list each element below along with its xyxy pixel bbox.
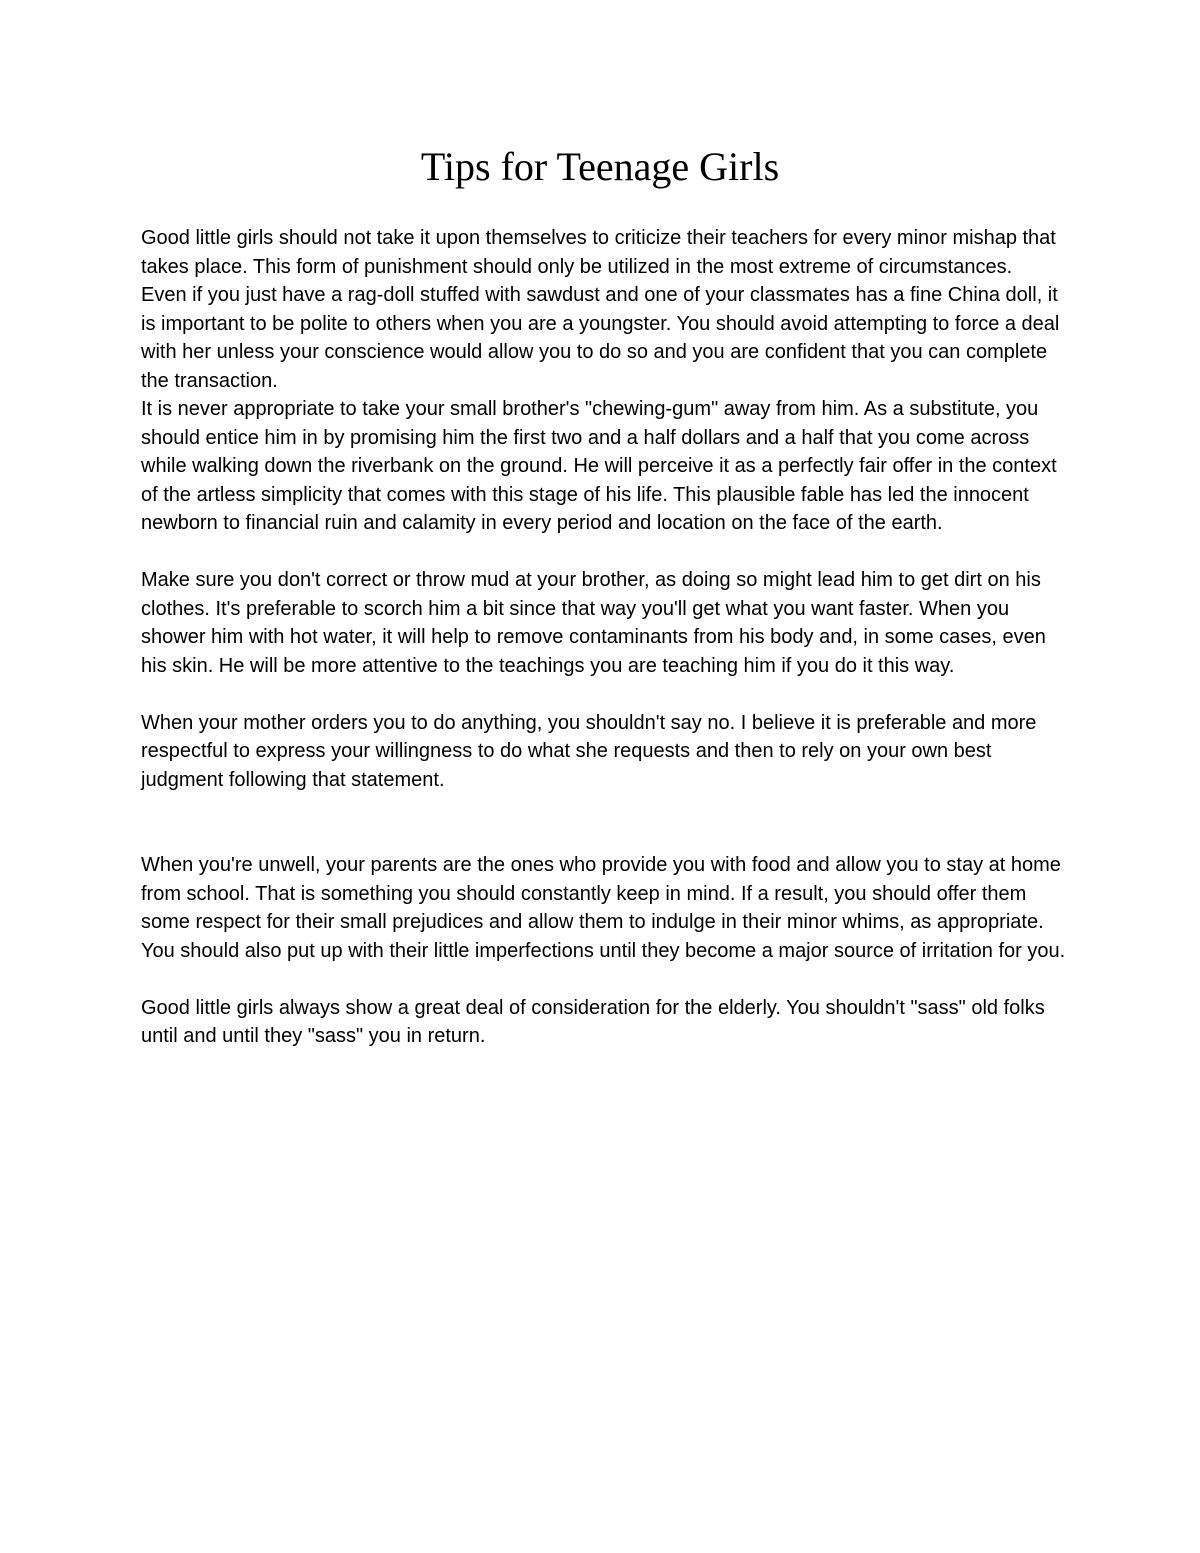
paragraph-4: Make sure you don't correct or throw mud at your brother, as doing so might lead him to get dirt on his clothes. It's preferable to scorch him a bit since that way you'll get what you want faster. When you shower him with hot water, it will help to remove contaminants from his body and, in some cases, even his skin. He will be more attentive to the teachings you are teaching him if you do it this way. <box>141 569 1046 677</box>
paragraph-2: Even if you just have a rag-doll stuffed with sawdust and one of your classmates has a fine China doll, it is important to be polite to others when you are a youngster. You should avoid attempting to force a deal with her unless your conscience would allow you to do so and you are confident that you can complete the transaction. <box>141 284 1060 392</box>
paragraph-spacer <box>141 538 1076 567</box>
paragraph-spacer <box>141 680 1076 709</box>
paragraph-5: When your mother orders you to do anything, you shouldn't say no. I believe it is preferable and more respectful to express your willingness to do what she requests and then to rely on your own best judgment following that statement. <box>141 711 1037 791</box>
paragraph-spacer <box>141 965 1076 994</box>
paragraph-spacer <box>141 794 1076 851</box>
paragraph-7: Good little girls always show a great deal of consideration for the elderly. You shouldn't "sass" old folks until and until they "sass" you in return. <box>141 996 1045 1047</box>
document-title: Tips for Teenage Girls <box>420 144 780 189</box>
paragraph-3: It is never appropriate to take your small brother's "chewing-gum" away from him. As a substitute, you should entice him in by promising him the first two and a half dollars and a half that you come across while walking down the riverbank on the ground. He will perceive it as a perfectly fair offer in the context of the artless simplicity that comes with this stage of his life. This plausible fable has led the innocent newborn to financial ruin and calamity in every period and location on the face of the earth. <box>141 398 1057 534</box>
paragraph-1: Good little girls should not take it upon themselves to criticize their teachers for every minor mishap that takes place. This form of punishment should only be utilized in the most extreme of circumstances. <box>141 227 1056 278</box>
paragraph-6: When you're unwell, your parents are the ones who provide you with food and allow you to stay at home from school. That is something you should constantly keep in mind. If a result, you should offer them some respect for their small prejudices and allow them to indulge in their minor whims, as appropriate. You should also put up with their little imperfections until they become a major source of irritation for you. <box>141 854 1066 962</box>
document-body <box>141 224 1076 1051</box>
